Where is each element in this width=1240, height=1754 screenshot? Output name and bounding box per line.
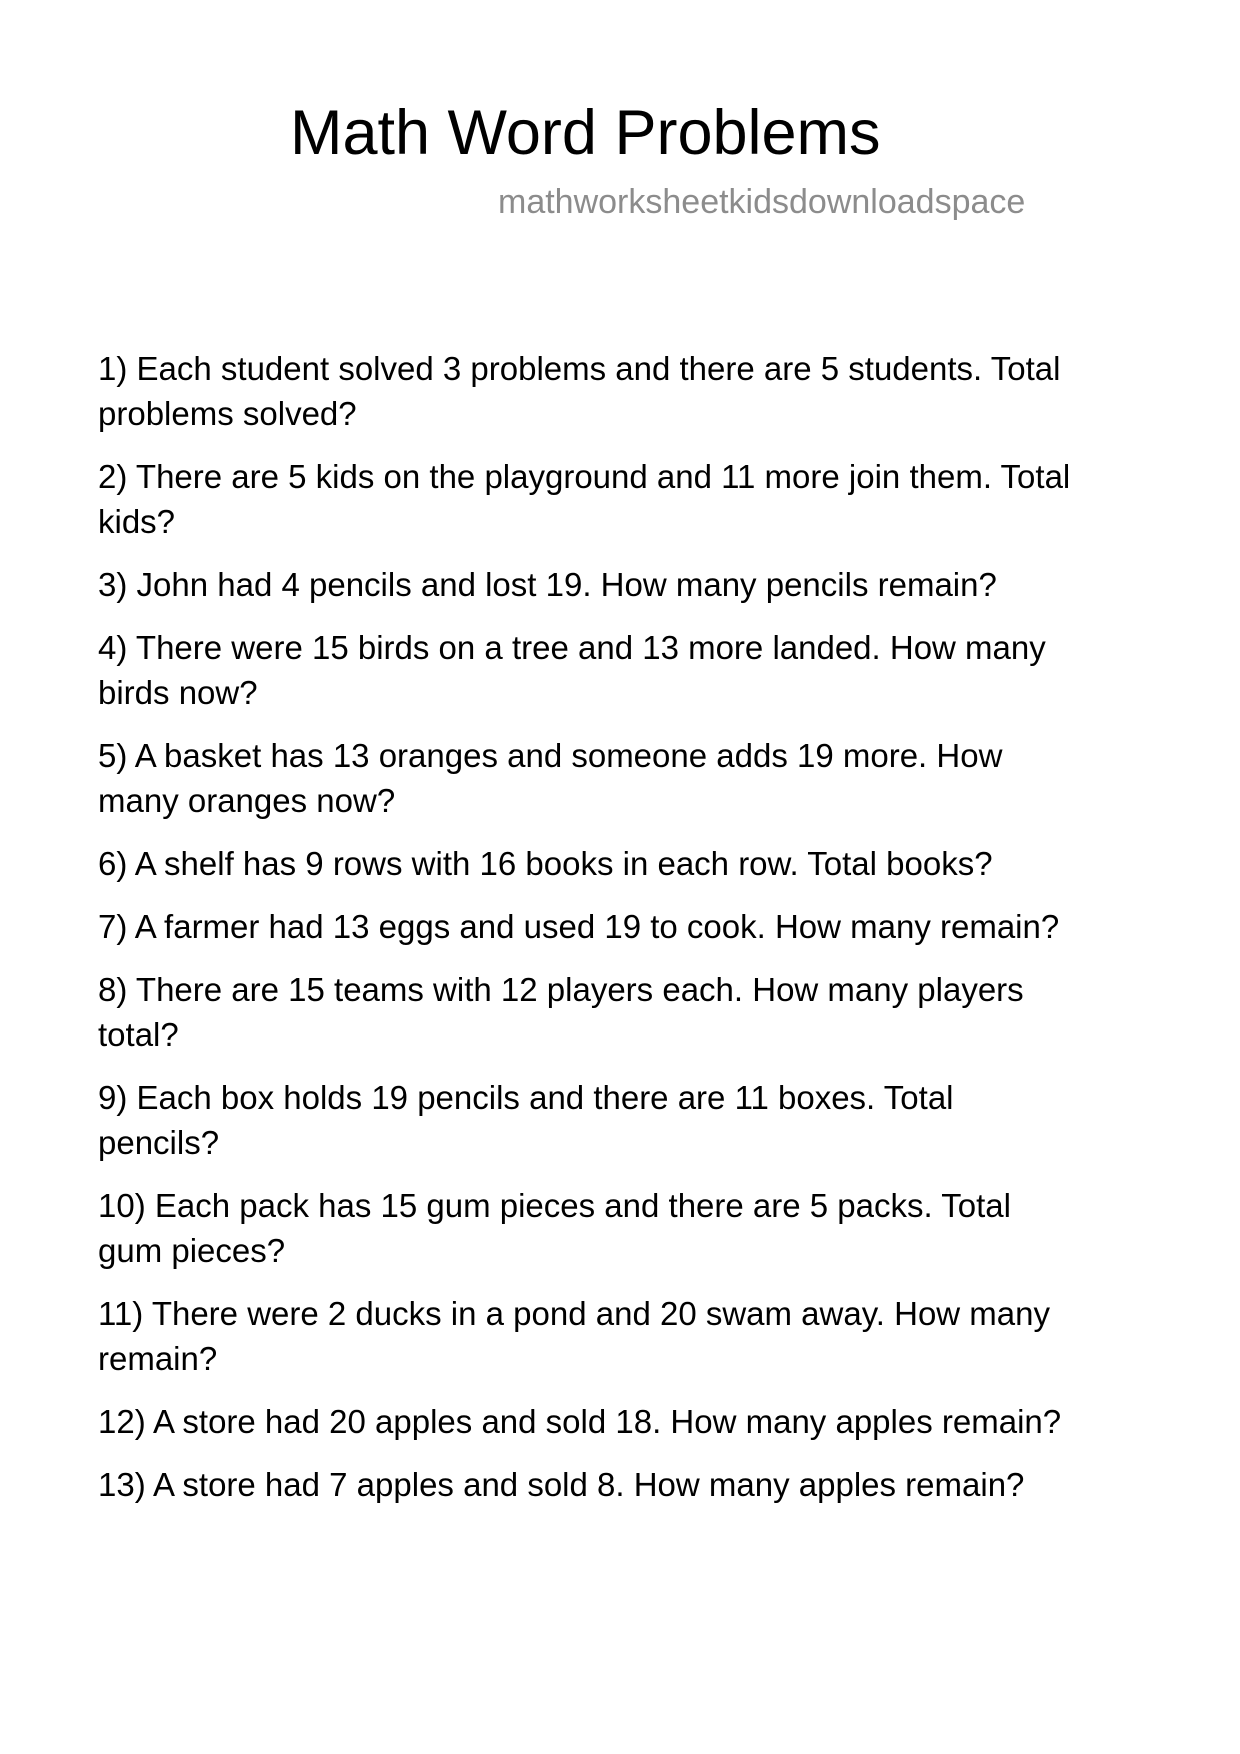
problem-item: 13) A store had 7 apples and sold 8. How many apples remain? <box>98 1466 1025 1503</box>
problem-item: 8) There are 15 teams with 12 players each. How many players total? <box>98 971 1024 1053</box>
problem-item: 6) A shelf has 9 rows with 16 books in each row. Total books? <box>98 845 993 882</box>
problem-item: 4) There were 15 birds on a tree and 13 more landed. How many birds now? <box>98 629 1046 711</box>
problem-item: 5) A basket has 13 oranges and someone adds 19 more. How many oranges now? <box>98 737 1003 819</box>
problem-item: 3) John had 4 pencils and lost 19. How many pencils remain? <box>98 566 997 603</box>
watermark-subtitle: mathworksheetkidsdownloadspace <box>498 183 1026 221</box>
problem-item: 12) A store had 20 apples and sold 18. How many apples remain? <box>98 1403 1062 1440</box>
problem-item: 7) A farmer had 13 eggs and used 19 to cook. How many remain? <box>98 908 1060 945</box>
problem-item: 11) There were 2 ducks in a pond and 20 swam away. How many remain? <box>98 1295 1050 1377</box>
problem-item: 1) Each student solved 3 problems and there are 5 students. Total problems solved? <box>98 350 1061 432</box>
problem-item: 10) Each pack has 15 gum pieces and there are 5 packs. Total gum pieces? <box>98 1187 1011 1269</box>
problem-item: 2) There are 5 kids on the playground and 11 more join them. Total kids? <box>98 458 1071 540</box>
problems-list <box>98 346 1083 1525</box>
problem-item: 9) Each box holds 19 pencils and there are 11 boxes. Total pencils? <box>98 1079 954 1161</box>
page-title: Math Word Problems <box>290 98 881 168</box>
